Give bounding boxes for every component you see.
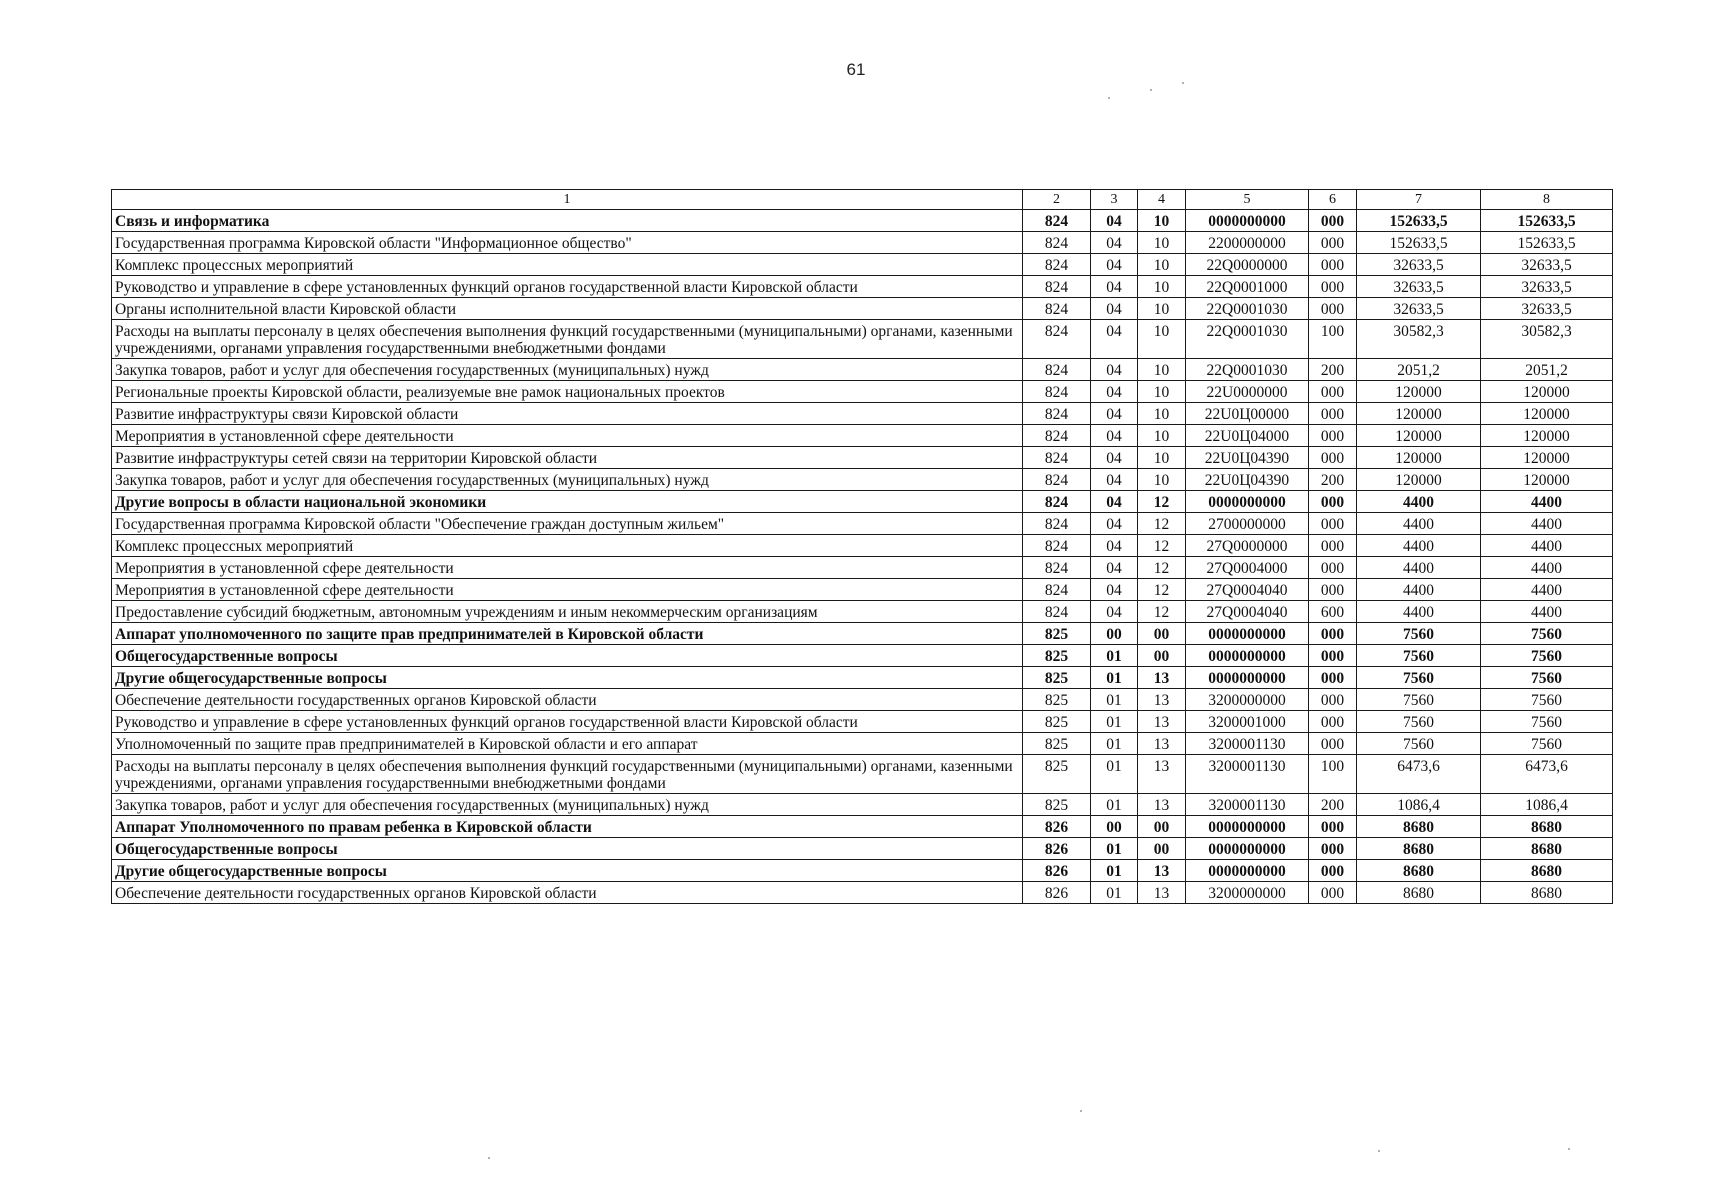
row-c3-cell: 01 [1091, 860, 1138, 882]
row-c8-cell: 120000 [1481, 403, 1613, 425]
row-c8-cell: 152633,5 [1481, 210, 1613, 232]
row-c5-cell: 22U0000000 [1186, 381, 1309, 403]
row-c2-cell: 824 [1023, 579, 1091, 601]
row-name-cell: Аппарат Уполномоченного по правам ребенка в Кировской области [112, 816, 1023, 838]
row-c3-cell: 01 [1091, 645, 1138, 667]
row-c8-cell: 120000 [1481, 469, 1613, 491]
row-name-cell: Другие общегосударственные вопросы [112, 860, 1023, 882]
row-name-cell: Развитие инфраструктуры связи Кировской области [112, 403, 1023, 425]
row-c4-cell: 10 [1138, 425, 1186, 447]
row-c4-cell: 10 [1138, 232, 1186, 254]
row-name-cell: Руководство и управление в сфере установленных функций органов государственной власти Кировской области [112, 711, 1023, 733]
row-c2-cell: 825 [1023, 667, 1091, 689]
row-c6-cell: 000 [1309, 711, 1357, 733]
row-c7-cell: 4400 [1357, 601, 1481, 623]
row-c8-cell: 8680 [1481, 860, 1613, 882]
row-c7-cell: 120000 [1357, 469, 1481, 491]
table-row [112, 623, 1613, 645]
row-c3-cell: 01 [1091, 838, 1138, 860]
row-c6-cell: 200 [1309, 469, 1357, 491]
row-c5-cell: 27Q0004000 [1186, 557, 1309, 579]
row-c2-cell: 824 [1023, 513, 1091, 535]
row-c4-cell: 12 [1138, 535, 1186, 557]
row-c2-cell: 824 [1023, 232, 1091, 254]
row-name-cell: Государственная программа Кировской области "Обеспечение граждан доступным жильем" [112, 513, 1023, 535]
row-c4-cell: 12 [1138, 491, 1186, 513]
row-c2-cell: 826 [1023, 860, 1091, 882]
row-c8-cell: 8680 [1481, 882, 1613, 904]
row-name-cell: Общегосударственные вопросы [112, 838, 1023, 860]
table-row [112, 882, 1613, 904]
row-name-cell: Органы исполнительной власти Кировской области [112, 298, 1023, 320]
table-row [112, 513, 1613, 535]
table-row [112, 755, 1613, 794]
row-c4-cell: 00 [1138, 816, 1186, 838]
row-c7-cell: 6473,6 [1357, 755, 1481, 794]
row-name-cell: Связь и информатика [112, 210, 1023, 232]
row-c6-cell: 000 [1309, 579, 1357, 601]
row-c6-cell: 000 [1309, 381, 1357, 403]
row-c6-cell: 000 [1309, 645, 1357, 667]
table-row [112, 667, 1613, 689]
row-c2-cell: 824 [1023, 320, 1091, 359]
row-c6-cell: 000 [1309, 513, 1357, 535]
row-c4-cell: 12 [1138, 579, 1186, 601]
row-c7-cell: 7560 [1357, 667, 1481, 689]
row-c8-cell: 7560 [1481, 689, 1613, 711]
row-c8-cell: 4400 [1481, 601, 1613, 623]
row-name-cell: Руководство и управление в сфере установленных функций органов государственной власти Кировской области [112, 276, 1023, 298]
row-c7-cell: 32633,5 [1357, 298, 1481, 320]
row-c3-cell: 04 [1091, 601, 1138, 623]
row-c7-cell: 4400 [1357, 491, 1481, 513]
table-row [112, 860, 1613, 882]
row-c3-cell: 04 [1091, 491, 1138, 513]
row-c6-cell: 000 [1309, 557, 1357, 579]
row-c5-cell: 27Q0000000 [1186, 535, 1309, 557]
row-c4-cell: 00 [1138, 623, 1186, 645]
page-number: 61 [846, 60, 866, 79]
row-c7-cell: 120000 [1357, 425, 1481, 447]
row-c7-cell: 4400 [1357, 513, 1481, 535]
scan-speck [1080, 1110, 1082, 1112]
row-c3-cell: 01 [1091, 689, 1138, 711]
row-c2-cell: 824 [1023, 276, 1091, 298]
row-c2-cell: 824 [1023, 298, 1091, 320]
row-c5-cell: 3200001130 [1186, 733, 1309, 755]
row-c4-cell: 10 [1138, 320, 1186, 359]
row-c7-cell: 30582,3 [1357, 320, 1481, 359]
table-row [112, 403, 1613, 425]
row-c7-cell: 7560 [1357, 733, 1481, 755]
row-c5-cell: 0000000000 [1186, 860, 1309, 882]
scan-speck [1150, 89, 1152, 91]
row-c5-cell: 22Q0000000 [1186, 254, 1309, 276]
row-c4-cell: 13 [1138, 755, 1186, 794]
row-c5-cell: 22Q0001030 [1186, 320, 1309, 359]
row-c3-cell: 00 [1091, 816, 1138, 838]
row-name-cell: Закупка товаров, работ и услуг для обеспечения государственных (муниципальных) нужд [112, 469, 1023, 491]
row-c6-cell: 000 [1309, 276, 1357, 298]
row-c7-cell: 120000 [1357, 447, 1481, 469]
row-c8-cell: 7560 [1481, 667, 1613, 689]
row-c6-cell: 000 [1309, 689, 1357, 711]
budget-table [111, 189, 1613, 904]
row-c5-cell: 2700000000 [1186, 513, 1309, 535]
table-row [112, 838, 1613, 860]
row-c7-cell: 7560 [1357, 711, 1481, 733]
row-c7-cell: 7560 [1357, 689, 1481, 711]
row-c3-cell: 04 [1091, 381, 1138, 403]
row-c5-cell: 3200000000 [1186, 689, 1309, 711]
row-c5-cell: 22U0Ц04390 [1186, 447, 1309, 469]
row-c5-cell: 3200001130 [1186, 755, 1309, 794]
scan-speck [1378, 1150, 1380, 1152]
row-c7-cell: 8680 [1357, 838, 1481, 860]
table-row [112, 579, 1613, 601]
row-c7-cell: 8680 [1357, 882, 1481, 904]
row-c5-cell: 22Q0001030 [1186, 359, 1309, 381]
table-row [112, 210, 1613, 232]
row-c4-cell: 13 [1138, 711, 1186, 733]
row-c4-cell: 00 [1138, 645, 1186, 667]
row-c4-cell: 13 [1138, 689, 1186, 711]
row-c5-cell: 0000000000 [1186, 491, 1309, 513]
row-c5-cell: 3200000000 [1186, 882, 1309, 904]
row-c6-cell: 200 [1309, 359, 1357, 381]
row-c6-cell: 000 [1309, 254, 1357, 276]
row-c8-cell: 120000 [1481, 447, 1613, 469]
row-name-cell: Комплекс процессных мероприятий [112, 535, 1023, 557]
row-c8-cell: 8680 [1481, 816, 1613, 838]
row-c7-cell: 120000 [1357, 403, 1481, 425]
row-c7-cell: 120000 [1357, 381, 1481, 403]
row-c5-cell: 27Q0004040 [1186, 579, 1309, 601]
row-c4-cell: 13 [1138, 860, 1186, 882]
row-c2-cell: 824 [1023, 601, 1091, 623]
row-name-cell: Обеспечение деятельности государственных органов Кировской области [112, 689, 1023, 711]
column-header: 7 [1357, 190, 1481, 210]
row-c8-cell: 32633,5 [1481, 254, 1613, 276]
row-c3-cell: 01 [1091, 794, 1138, 816]
row-name-cell: Региональные проекты Кировской области, реализуемые вне рамок национальных проектов [112, 381, 1023, 403]
row-c8-cell: 7560 [1481, 711, 1613, 733]
table-row [112, 711, 1613, 733]
row-c6-cell: 000 [1309, 623, 1357, 645]
row-c4-cell: 12 [1138, 557, 1186, 579]
scan-speck [1108, 97, 1110, 99]
row-c7-cell: 7560 [1357, 623, 1481, 645]
table-row [112, 381, 1613, 403]
row-c6-cell: 100 [1309, 755, 1357, 794]
row-c4-cell: 12 [1138, 513, 1186, 535]
row-c3-cell: 01 [1091, 711, 1138, 733]
row-c2-cell: 824 [1023, 254, 1091, 276]
row-c8-cell: 4400 [1481, 491, 1613, 513]
column-header: 1 [112, 190, 1023, 210]
row-c7-cell: 8680 [1357, 816, 1481, 838]
row-name-cell: Расходы на выплаты персоналу в целях обеспечения выполнения функций государственными (муниципальными) органами, казенными учреждениями, органами управления государственными внебюджетными фондами [112, 755, 1023, 794]
row-name-cell: Мероприятия в установленной сфере деятельности [112, 425, 1023, 447]
row-c2-cell: 825 [1023, 733, 1091, 755]
row-c5-cell: 0000000000 [1186, 623, 1309, 645]
row-c3-cell: 04 [1091, 513, 1138, 535]
row-c4-cell: 10 [1138, 447, 1186, 469]
row-c3-cell: 04 [1091, 254, 1138, 276]
row-c2-cell: 824 [1023, 403, 1091, 425]
row-c6-cell: 000 [1309, 860, 1357, 882]
table-row [112, 232, 1613, 254]
row-c6-cell: 000 [1309, 403, 1357, 425]
row-c2-cell: 825 [1023, 794, 1091, 816]
table-row [112, 320, 1613, 359]
row-name-cell: Другие общегосударственные вопросы [112, 667, 1023, 689]
row-name-cell: Уполномоченный по защите прав предпринимателей в Кировской области и его аппарат [112, 733, 1023, 755]
row-c6-cell: 000 [1309, 838, 1357, 860]
row-c5-cell: 27Q0004040 [1186, 601, 1309, 623]
row-c8-cell: 6473,6 [1481, 755, 1613, 794]
column-header: 4 [1138, 190, 1186, 210]
row-c3-cell: 04 [1091, 276, 1138, 298]
column-header: 6 [1309, 190, 1357, 210]
row-c5-cell: 0000000000 [1186, 667, 1309, 689]
row-c5-cell: 0000000000 [1186, 816, 1309, 838]
table-row [112, 491, 1613, 513]
row-c8-cell: 7560 [1481, 623, 1613, 645]
row-name-cell: Другие вопросы в области национальной экономики [112, 491, 1023, 513]
row-c6-cell: 000 [1309, 816, 1357, 838]
row-c5-cell: 22U0Ц00000 [1186, 403, 1309, 425]
row-c6-cell: 000 [1309, 447, 1357, 469]
row-name-cell: Комплекс процессных мероприятий [112, 254, 1023, 276]
row-c4-cell: 13 [1138, 733, 1186, 755]
row-name-cell: Аппарат уполномоченного по защите прав предпринимателей в Кировской области [112, 623, 1023, 645]
row-name-cell: Государственная программа Кировской области "Информационное общество" [112, 232, 1023, 254]
column-header: 8 [1481, 190, 1613, 210]
row-c2-cell: 825 [1023, 645, 1091, 667]
row-name-cell: Предоставление субсидий бюджетным, автономным учреждениям и иным некоммерческим организациям [112, 601, 1023, 623]
row-c6-cell: 000 [1309, 298, 1357, 320]
row-c5-cell: 0000000000 [1186, 838, 1309, 860]
scan-speck [1182, 82, 1184, 84]
row-name-cell: Расходы на выплаты персоналу в целях обеспечения выполнения функций государственными (муниципальными) органами, казенными учреждениями, органами управления государственными внебюджетными фондами [112, 320, 1023, 359]
row-c4-cell: 10 [1138, 359, 1186, 381]
row-c4-cell: 00 [1138, 838, 1186, 860]
table-row [112, 816, 1613, 838]
row-c8-cell: 152633,5 [1481, 232, 1613, 254]
row-c8-cell: 120000 [1481, 425, 1613, 447]
table-row [112, 601, 1613, 623]
row-c6-cell: 000 [1309, 491, 1357, 513]
table-row [112, 425, 1613, 447]
column-header: 5 [1186, 190, 1309, 210]
row-c7-cell: 4400 [1357, 535, 1481, 557]
table-row [112, 794, 1613, 816]
table-row [112, 469, 1613, 491]
row-c2-cell: 824 [1023, 447, 1091, 469]
table-row [112, 535, 1613, 557]
row-c3-cell: 00 [1091, 623, 1138, 645]
row-name-cell: Закупка товаров, работ и услуг для обеспечения государственных (муниципальных) нужд [112, 359, 1023, 381]
scan-speck [488, 1157, 490, 1159]
row-c7-cell: 152633,5 [1357, 232, 1481, 254]
row-c2-cell: 825 [1023, 755, 1091, 794]
table-row [112, 276, 1613, 298]
table-row [112, 254, 1613, 276]
row-c2-cell: 824 [1023, 381, 1091, 403]
row-c8-cell: 30582,3 [1481, 320, 1613, 359]
row-c8-cell: 4400 [1481, 513, 1613, 535]
row-c3-cell: 04 [1091, 359, 1138, 381]
table-row [112, 447, 1613, 469]
row-c8-cell: 4400 [1481, 557, 1613, 579]
row-c7-cell: 1086,4 [1357, 794, 1481, 816]
row-c8-cell: 4400 [1481, 579, 1613, 601]
row-c5-cell: 22Q0001030 [1186, 298, 1309, 320]
row-c5-cell: 0000000000 [1186, 645, 1309, 667]
row-name-cell: Обеспечение деятельности государственных органов Кировской области [112, 882, 1023, 904]
row-c4-cell: 10 [1138, 276, 1186, 298]
row-c5-cell: 0000000000 [1186, 210, 1309, 232]
row-c6-cell: 000 [1309, 733, 1357, 755]
row-c3-cell: 04 [1091, 403, 1138, 425]
table-row [112, 733, 1613, 755]
row-c3-cell: 04 [1091, 469, 1138, 491]
row-name-cell: Развитие инфраструктуры сетей связи на территории Кировской области [112, 447, 1023, 469]
scan-speck [1568, 1148, 1570, 1150]
row-c5-cell: 3200001130 [1186, 794, 1309, 816]
row-c3-cell: 04 [1091, 447, 1138, 469]
row-c3-cell: 04 [1091, 557, 1138, 579]
row-c4-cell: 13 [1138, 667, 1186, 689]
row-c2-cell: 824 [1023, 557, 1091, 579]
row-c3-cell: 04 [1091, 298, 1138, 320]
row-c2-cell: 825 [1023, 711, 1091, 733]
row-c6-cell: 100 [1309, 320, 1357, 359]
row-c8-cell: 4400 [1481, 535, 1613, 557]
row-name-cell: Мероприятия в установленной сфере деятельности [112, 557, 1023, 579]
row-c3-cell: 04 [1091, 320, 1138, 359]
row-name-cell: Закупка товаров, работ и услуг для обеспечения государственных (муниципальных) нужд [112, 794, 1023, 816]
row-c8-cell: 1086,4 [1481, 794, 1613, 816]
row-c5-cell: 22Q0001000 [1186, 276, 1309, 298]
row-c4-cell: 10 [1138, 381, 1186, 403]
row-c2-cell: 826 [1023, 882, 1091, 904]
row-c7-cell: 32633,5 [1357, 254, 1481, 276]
row-c4-cell: 10 [1138, 254, 1186, 276]
row-c7-cell: 2051,2 [1357, 359, 1481, 381]
row-c3-cell: 04 [1091, 210, 1138, 232]
column-number-row [112, 190, 1613, 210]
row-c8-cell: 32633,5 [1481, 276, 1613, 298]
row-c5-cell: 22U0Ц04000 [1186, 425, 1309, 447]
table-row [112, 359, 1613, 381]
row-c5-cell: 3200001000 [1186, 711, 1309, 733]
row-c3-cell: 04 [1091, 535, 1138, 557]
row-c2-cell: 824 [1023, 210, 1091, 232]
row-c2-cell: 824 [1023, 425, 1091, 447]
row-c3-cell: 04 [1091, 425, 1138, 447]
row-c8-cell: 32633,5 [1481, 298, 1613, 320]
row-c8-cell: 7560 [1481, 645, 1613, 667]
table-row [112, 557, 1613, 579]
row-c7-cell: 7560 [1357, 645, 1481, 667]
row-c3-cell: 01 [1091, 882, 1138, 904]
row-c2-cell: 824 [1023, 469, 1091, 491]
row-c6-cell: 200 [1309, 794, 1357, 816]
row-name-cell: Мероприятия в установленной сфере деятельности [112, 579, 1023, 601]
row-c7-cell: 8680 [1357, 860, 1481, 882]
row-c2-cell: 826 [1023, 838, 1091, 860]
table-row [112, 298, 1613, 320]
table-row [112, 689, 1613, 711]
row-c2-cell: 824 [1023, 491, 1091, 513]
row-c2-cell: 824 [1023, 535, 1091, 557]
row-c4-cell: 12 [1138, 601, 1186, 623]
row-c3-cell: 01 [1091, 755, 1138, 794]
row-c2-cell: 824 [1023, 359, 1091, 381]
row-c6-cell: 600 [1309, 601, 1357, 623]
row-c4-cell: 10 [1138, 403, 1186, 425]
row-c3-cell: 04 [1091, 579, 1138, 601]
row-c5-cell: 22U0Ц04390 [1186, 469, 1309, 491]
row-c4-cell: 10 [1138, 210, 1186, 232]
row-c4-cell: 13 [1138, 794, 1186, 816]
table-row [112, 645, 1613, 667]
row-c6-cell: 000 [1309, 232, 1357, 254]
table-body [112, 210, 1613, 904]
row-c4-cell: 13 [1138, 882, 1186, 904]
row-name-cell: Общегосударственные вопросы [112, 645, 1023, 667]
row-c2-cell: 826 [1023, 816, 1091, 838]
row-c8-cell: 120000 [1481, 381, 1613, 403]
row-c6-cell: 000 [1309, 425, 1357, 447]
row-c4-cell: 10 [1138, 298, 1186, 320]
row-c4-cell: 10 [1138, 469, 1186, 491]
column-header: 3 [1091, 190, 1138, 210]
row-c2-cell: 825 [1023, 689, 1091, 711]
row-c8-cell: 2051,2 [1481, 359, 1613, 381]
row-c7-cell: 32633,5 [1357, 276, 1481, 298]
row-c7-cell: 152633,5 [1357, 210, 1481, 232]
row-c3-cell: 01 [1091, 667, 1138, 689]
row-c6-cell: 000 [1309, 535, 1357, 557]
row-c3-cell: 01 [1091, 733, 1138, 755]
column-header: 2 [1023, 190, 1091, 210]
row-c3-cell: 04 [1091, 232, 1138, 254]
row-c8-cell: 7560 [1481, 733, 1613, 755]
row-c6-cell: 000 [1309, 882, 1357, 904]
row-c7-cell: 4400 [1357, 579, 1481, 601]
row-c6-cell: 000 [1309, 667, 1357, 689]
row-c7-cell: 4400 [1357, 557, 1481, 579]
row-c6-cell: 000 [1309, 210, 1357, 232]
row-c8-cell: 8680 [1481, 838, 1613, 860]
row-c5-cell: 2200000000 [1186, 232, 1309, 254]
row-c2-cell: 825 [1023, 623, 1091, 645]
